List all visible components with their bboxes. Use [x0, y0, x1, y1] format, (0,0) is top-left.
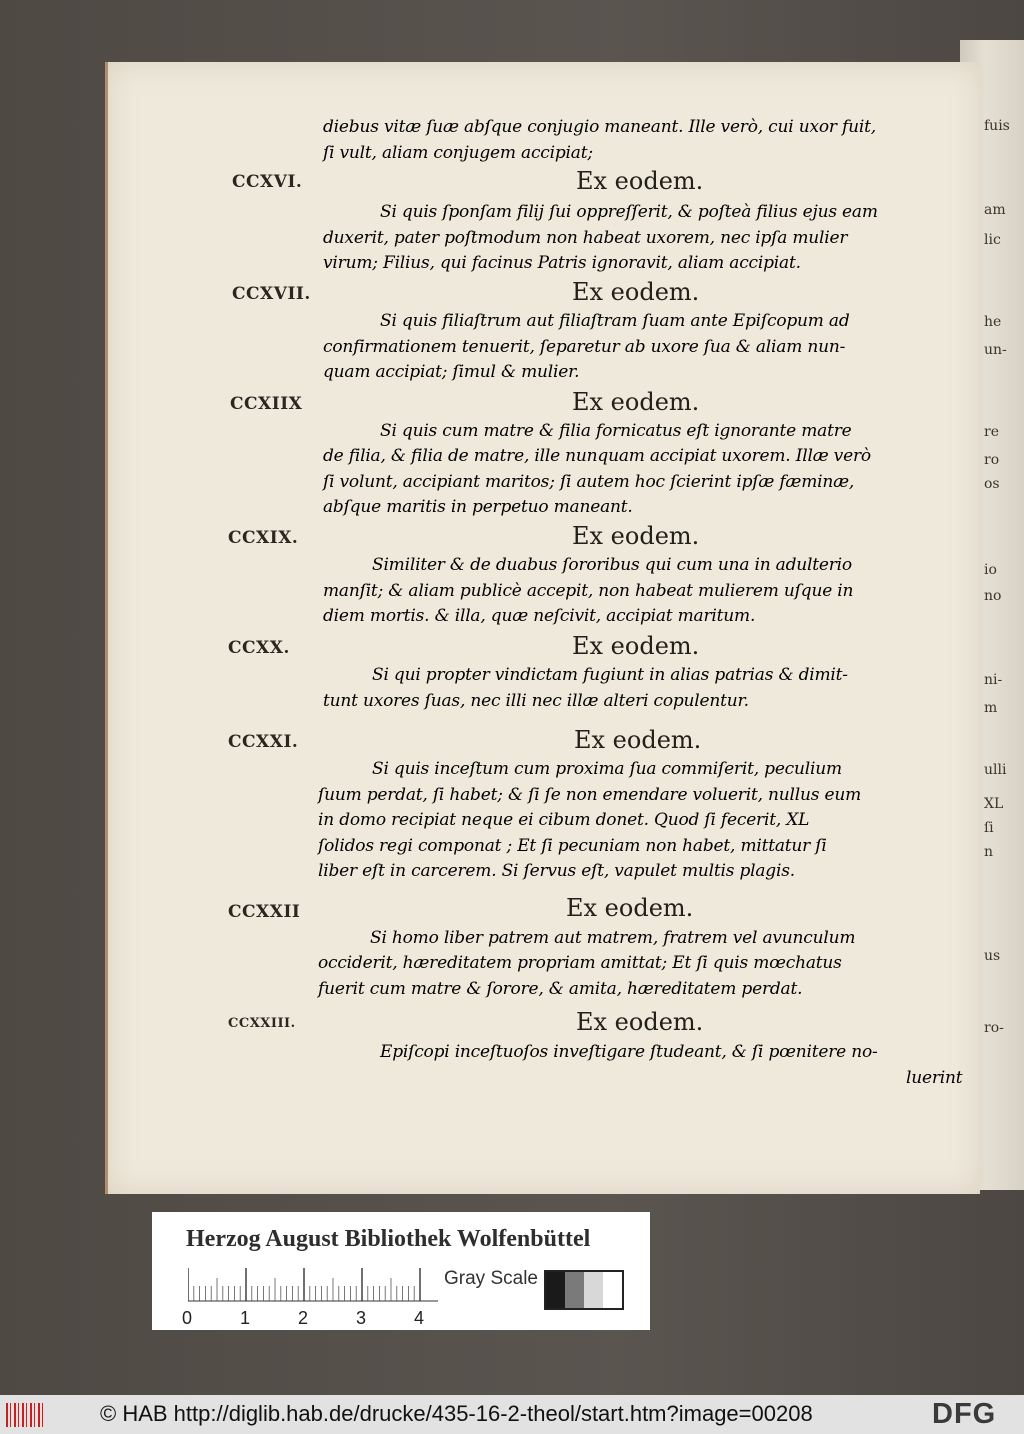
text-line: quam accipiat; ſimul & mulier.	[323, 362, 580, 382]
adjacent-page-fragment: am	[984, 202, 1006, 218]
ruler-number: 0	[182, 1308, 193, 1328]
gray-swatch	[565, 1272, 584, 1308]
canon-title: Ex eodem.	[576, 167, 704, 195]
text-line: ſuum perdat, ſi habet; & ſi ſe non emendare voluerit, nullus eum	[318, 785, 861, 805]
text-line: Si quis ſponſam filij ſui oppreſſerit, & poſteà filius ejus eam	[380, 202, 878, 222]
adjacent-page-fragment: ni-	[984, 672, 1003, 688]
canon-title: Ex eodem.	[572, 388, 700, 416]
text-line: ſolidos regi componat ; Et ſi pecuniam non habet, mittatur ſi	[318, 836, 827, 856]
adjacent-page-fragment: us	[984, 948, 1001, 964]
text-line: tunt uxores ſuas, nec illi nec illæ alteri copulentur.	[323, 691, 749, 711]
barcode-icon	[6, 1403, 46, 1427]
adjacent-page-fragment: he	[984, 314, 1002, 330]
text-line: manſit; & aliam publicè accepit, non habeat mulierem uſque in	[323, 581, 854, 601]
adjacent-page-fragment: n	[984, 844, 994, 860]
gray-scale-label: Gray Scale	[444, 1268, 538, 1289]
adjacent-page-fragment: ro	[984, 452, 1000, 468]
text-line: Similiter & de duabus ſororibus qui cum una in adulterio	[372, 555, 852, 575]
text-line: Si quis filiaſtrum aut filiaſtram ſuam ante Epiſcopum ad	[380, 311, 850, 331]
canon-title: Ex eodem.	[572, 278, 700, 306]
adjacent-page-fragment: m	[984, 700, 998, 716]
canon-number: CCXXIII.	[228, 1016, 296, 1031]
footer-bar	[0, 1395, 1024, 1434]
text-line: ſi vult, aliam conjugem accipiat;	[323, 143, 593, 163]
text-line: virum; Filius, qui facinus Patris ignoravit, aliam accipiat.	[323, 253, 801, 273]
text-line: luerint	[906, 1068, 963, 1088]
adjacent-page-fragment: lic	[984, 232, 1001, 248]
canon-number: CCXX.	[228, 638, 290, 658]
adjacent-page-fragment: ro-	[984, 1020, 1004, 1036]
text-line: Epiſcopi inceſtuoſos inveſtigare ſtudeant, & ſi pœnitere no-	[380, 1042, 878, 1062]
scale-ruler	[188, 1268, 438, 1302]
text-line: confirmationem tenuerit, ſeparetur ab uxore ſua & aliam nun-	[323, 337, 846, 357]
library-label-card	[152, 1212, 650, 1330]
text-line: abſque maritis in perpetuo maneant.	[323, 497, 633, 517]
dfg-logo: DFG	[932, 1398, 997, 1430]
canon-title: Ex eodem.	[574, 726, 702, 754]
text-line: diem mortis. & illa, quæ neſcivit, accipiat maritum.	[323, 606, 756, 626]
gray-swatch	[584, 1272, 603, 1308]
canon-title: Ex eodem.	[572, 522, 700, 550]
canon-number: CCXVII.	[232, 284, 311, 304]
text-line: fuerit cum matre & ſorore, & amita, hæreditatem perdat.	[318, 979, 803, 999]
adjacent-page-fragment: ulli	[984, 762, 1007, 778]
adjacent-page-fragment: io	[984, 562, 997, 578]
adjacent-page-fragment: XL	[984, 796, 1004, 812]
adjacent-page-fragment: ſi	[984, 820, 994, 836]
adjacent-page-fragment: un-	[984, 342, 1007, 358]
adjacent-page-fragment: re	[984, 424, 999, 440]
canon-number: CCXXI.	[228, 732, 299, 752]
text-line: de filia, & filia de matre, ille nunquam accipiat uxorem. Illæ verò	[323, 446, 871, 466]
canon-number: CCXIX.	[228, 528, 299, 548]
text-line: liber eſt in carcerem. Si ſervus eſt, vapulet multis plagis.	[318, 861, 795, 881]
gray-swatch	[603, 1272, 622, 1308]
canon-title: Ex eodem.	[572, 632, 700, 660]
text-line: diebus vitæ ſuæ abſque conjugio maneant. Ille verò, cui uxor fuit,	[323, 117, 876, 137]
ruler-number: 2	[298, 1308, 309, 1328]
gray-swatch	[546, 1272, 565, 1308]
text-line: ſi volunt, accipiant maritos; ſi autem hoc ſcierint ipſæ fæminæ,	[323, 472, 855, 492]
gray-scale-swatches	[544, 1270, 624, 1310]
adjacent-page-fragment: os	[984, 476, 1000, 492]
canon-title: Ex eodem.	[576, 1008, 704, 1036]
canon-number: CCXIIX	[230, 394, 303, 414]
adjacent-page-fragment: no	[984, 588, 1002, 604]
text-line: Si homo liber patrem aut matrem, fratrem vel avunculum	[370, 928, 856, 948]
text-line: Si quis cum matre & filia fornicatus eſt ignorante matre	[380, 421, 852, 441]
text-line: occiderit, hæreditatem propriam amittat; Et ſi quis mœchatus	[318, 953, 842, 973]
text-line: in domo recipiat neque ei cibum donet. Quod ſi fecerit, XL	[318, 810, 810, 830]
canon-title: Ex eodem.	[566, 894, 694, 922]
source-url[interactable]: © HAB http://diglib.hab.de/drucke/435-16-2-theol/start.htm?image=00208	[100, 1401, 813, 1426]
text-line: Si qui propter vindictam fugiunt in alias patrias & dimit-	[372, 665, 848, 685]
canon-number: CCXXII	[228, 902, 301, 922]
text-line: Si quis inceſtum cum proxima ſua commiſerit, peculium	[372, 759, 842, 779]
library-name: Herzog August Bibliothek Wolfenbüttel	[186, 1226, 591, 1252]
ruler-number: 4	[414, 1308, 425, 1328]
canon-number: CCXVI.	[232, 172, 303, 192]
ruler-number: 3	[356, 1308, 367, 1328]
adjacent-page-fragment: fuis	[984, 118, 1010, 134]
text-line: duxerit, pater poſtmodum non habeat uxorem, nec ipſa mulier	[323, 228, 848, 248]
ruler-number: 1	[240, 1308, 251, 1328]
